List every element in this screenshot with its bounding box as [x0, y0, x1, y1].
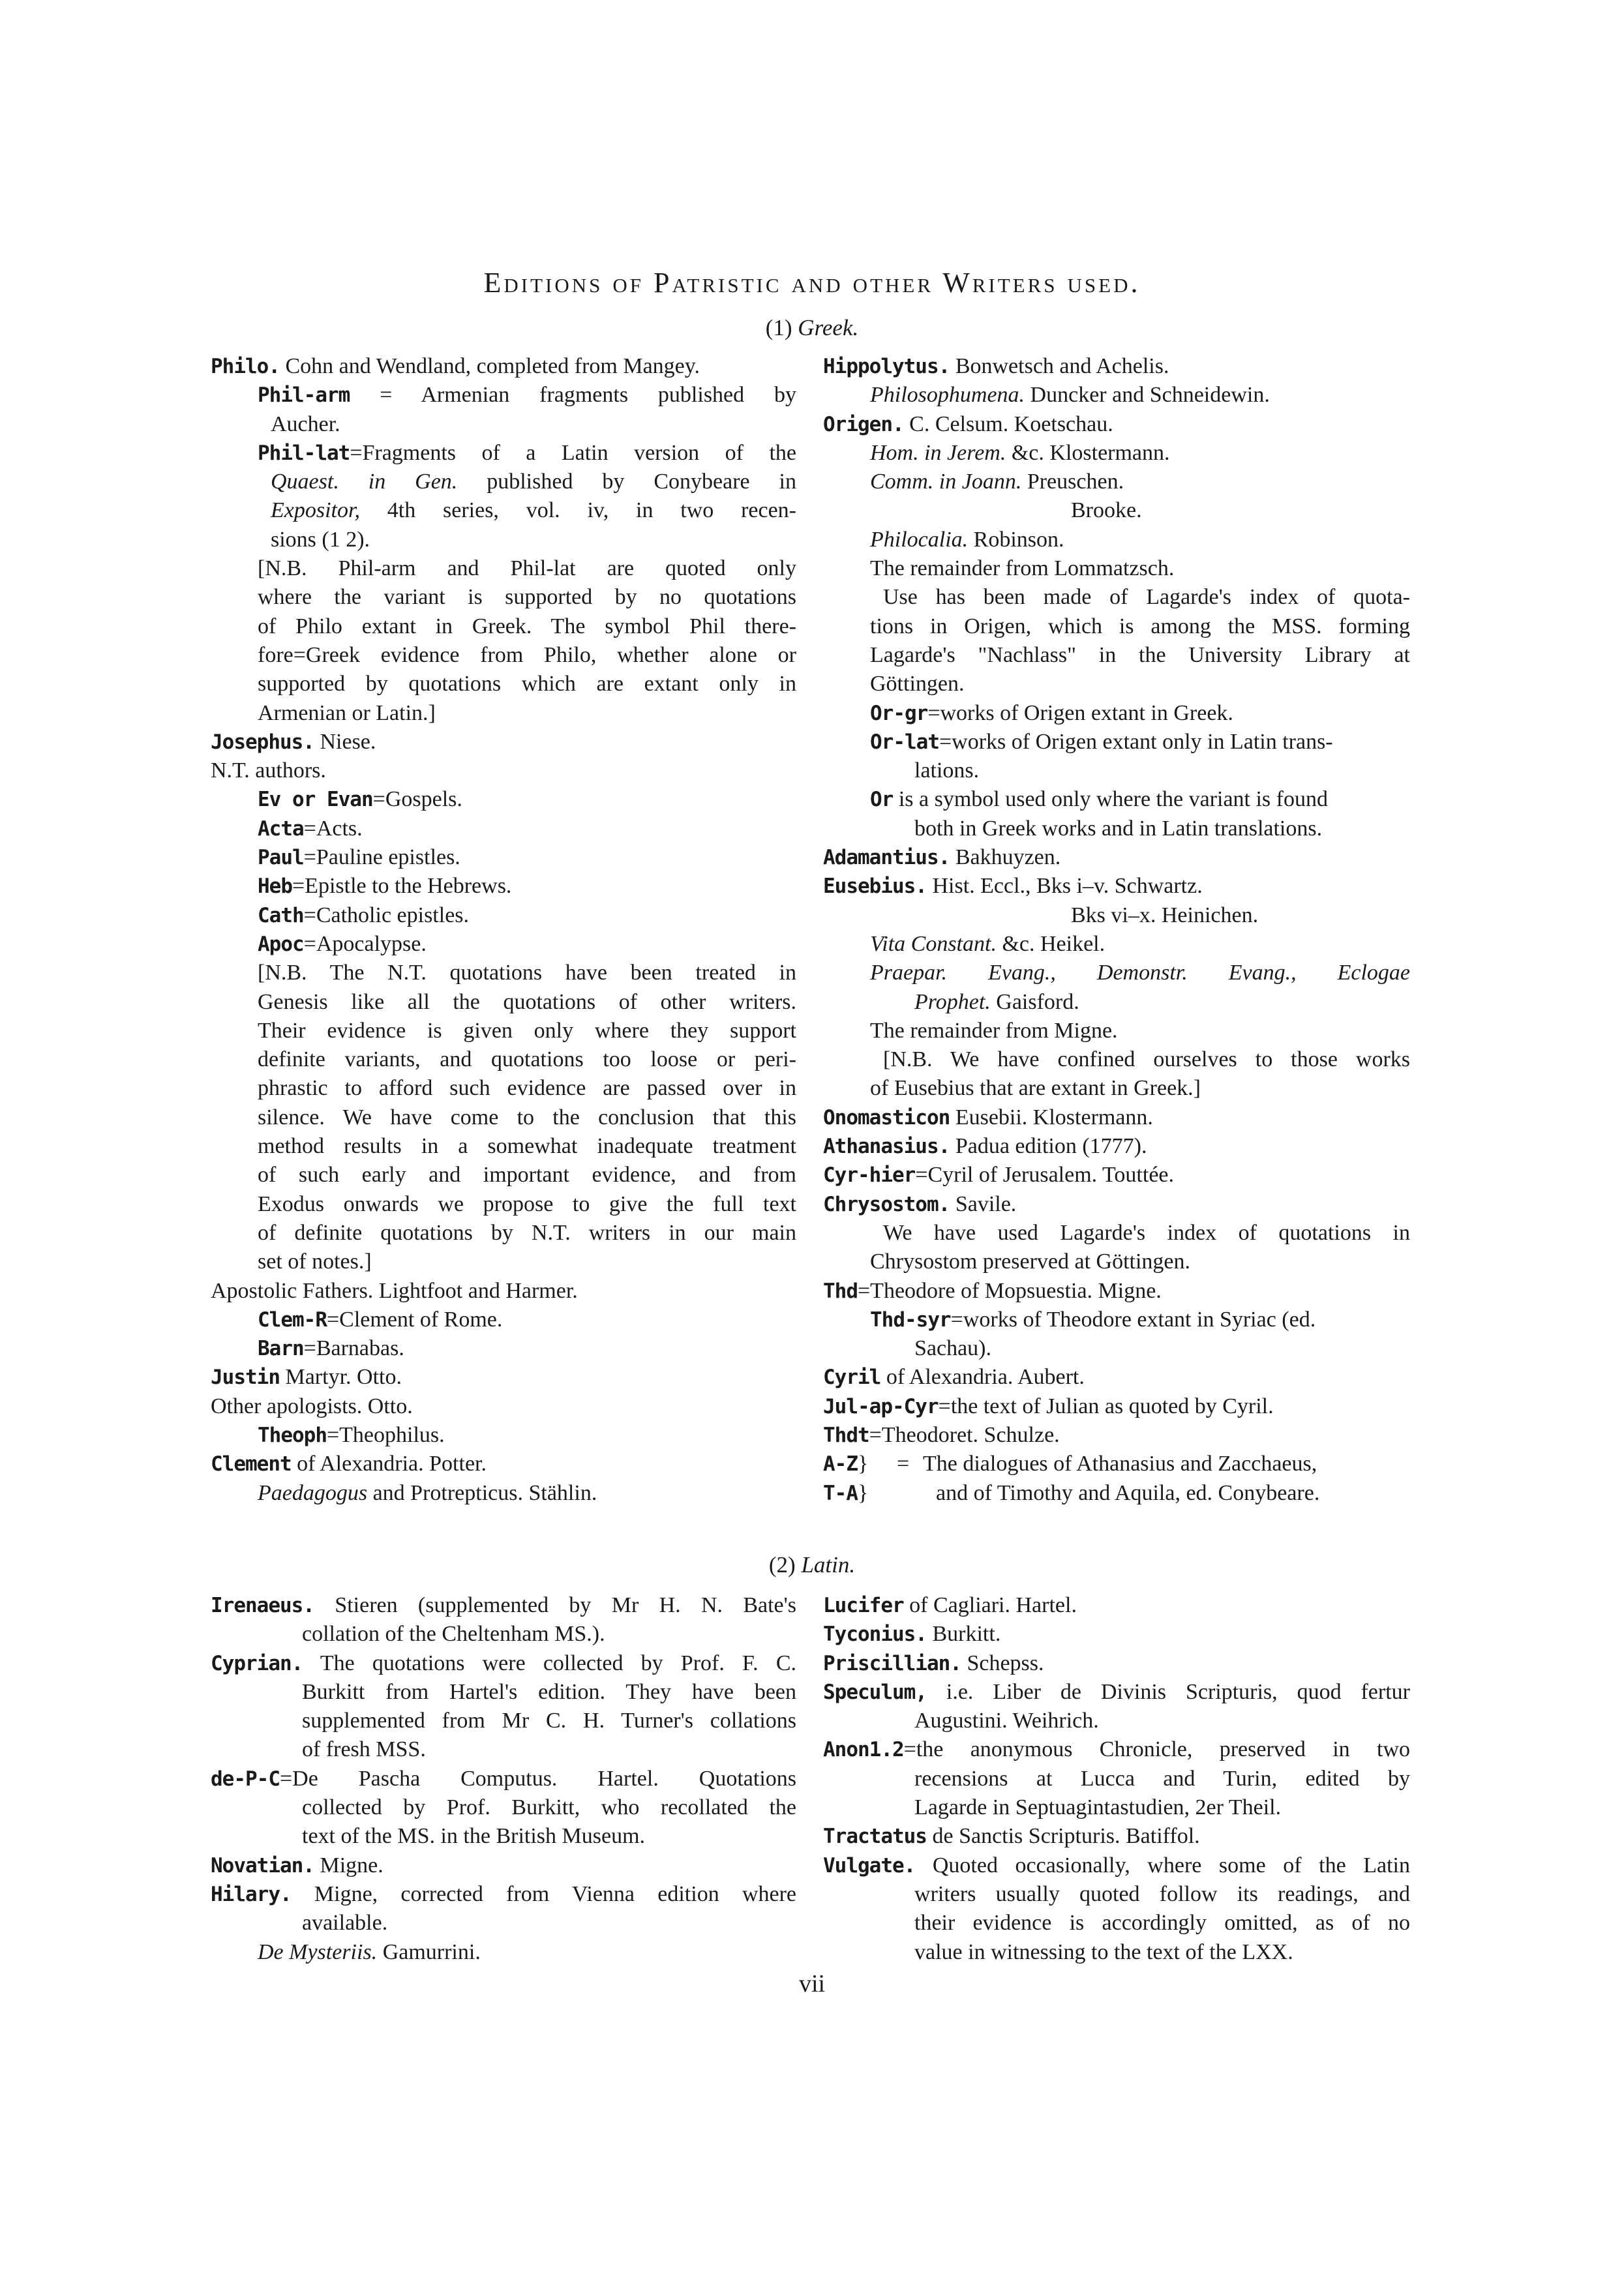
entry-chrysostom: Chrysostom. Savile. [823, 1191, 1017, 1216]
text-line: sions (1 2). [271, 527, 370, 552]
entry-onomasticon: Onomasticon Eusebii. Klostermann. [823, 1105, 1153, 1130]
text-line: Genesis like all the quotations of other writers. [258, 989, 796, 1014]
entry-adamantius: Adamantius. Bakhuyzen. [823, 845, 1061, 870]
text-line: [N.B. Phil-arm and Phil-lat are quoted only [258, 556, 796, 581]
entry-phil-arm: Phil-arm = Armenian fragments published by [258, 383, 796, 408]
text-line: silence. We have come to the conclusion that this [258, 1105, 796, 1130]
text-line: The remainder from Lommatzsch. [870, 556, 1175, 581]
entry-cyril: Cyril of Alexandria. Aubert. [823, 1365, 1085, 1390]
entry-heb: Heb=Epistle to the Hebrews. [258, 874, 512, 899]
text-line: phrastic to afford such evidence are passed over in [258, 1076, 796, 1101]
text-line: set of notes.] [258, 1249, 372, 1274]
text-line: Göttingen. [870, 672, 965, 696]
entry-apostolic-fathers: Apostolic Fathers. Lightfoot and Harmer. [211, 1278, 578, 1303]
entry-eusebius: Eusebius. Hist. Eccl., Bks i–v. Schwartz. [823, 874, 1203, 899]
text-line: their evidence is accordingly omitted, as of no [914, 1911, 1410, 1936]
text-line: value in witnessing to the text of the LXX. [914, 1939, 1293, 1964]
text-line: De Mysteriis. Gamurrini. [258, 1939, 481, 1964]
text-line: Philosophumena. Duncker and Schneidewin. [870, 383, 1270, 408]
greek-right-column [823, 352, 1410, 1508]
text-line: text of the MS. in the British Museum. [302, 1824, 646, 1849]
text-line: method results in a somewhat inadequate treatment [258, 1134, 796, 1159]
text-line: of such early and important evidence, and from [258, 1163, 796, 1188]
text-line: Armenian or Latin.] [258, 700, 436, 725]
text-line: Augustini. Weihrich. [914, 1709, 1099, 1733]
entry-ev: Ev or Evan=Gospels. [258, 787, 462, 812]
text-line: We have used Lagarde's index of quotations in [883, 1220, 1410, 1245]
entry-vulgate: Vulgate. Quoted occasionally, where some of the Latin [823, 1853, 1410, 1878]
greek-left-column [211, 352, 796, 1508]
page-title: Editions of Patristic and other Writers used. [483, 267, 1141, 299]
text-line: fore=Greek evidence from Philo, whether alone or [258, 642, 796, 667]
entry-justin: Justin Martyr. Otto. [211, 1365, 402, 1390]
text-line: Lagarde in Septuagintastudien, 2er Theil. [914, 1795, 1282, 1820]
section-heading-greek: (1) Greek. [765, 315, 859, 340]
entry-tractatus: Tractatus de Sanctis Scripturis. Batiffol. [823, 1824, 1200, 1849]
entry-acta: Acta=Acts. [258, 816, 363, 841]
entry-irenaeus: Irenaeus. Stieren (supplemented by Mr H. N. Bate's [211, 1593, 796, 1617]
text-line: collected by Prof. Burkitt, who recollated the [302, 1795, 796, 1820]
entry-hilary: Hilary. Migne, corrected from Vienna edition where [211, 1881, 796, 1906]
entry-de-p-c: de-P-C=De Pascha Computus. Hartel. Quotations [211, 1766, 796, 1791]
text-line: [N.B. The N.T. quotations have been treated in [258, 961, 796, 985]
text-line: Brooke. [1071, 498, 1142, 523]
entry-origen: Origen. C. Celsum. Koetschau. [823, 411, 1113, 436]
text-line: Hom. in Jerem. &c. Klostermann. [870, 440, 1170, 465]
entry-or-lat: Or-lat=works of Origen extant only in Latin trans- [870, 729, 1333, 754]
text-line: Prophet. Gaisford. [914, 989, 1079, 1014]
entry-barn: Barn=Barnabas. [258, 1336, 404, 1361]
text-line: where the variant is supported by no quotations [258, 585, 796, 610]
entry-apoc: Apoc=Apocalypse. [258, 931, 427, 956]
entry-or-gr: Or-gr=works of Origen extant in Greek. [870, 700, 1233, 725]
text-line: of fresh MSS. [302, 1737, 426, 1762]
text-line: Exodus onwards we propose to give the full text [258, 1191, 796, 1216]
text-line: of Eusebius that are extant in Greek.] [870, 1076, 1201, 1101]
text-line: writers usually quoted follow its readings, and [914, 1881, 1410, 1906]
text-line: supplemented from Mr C. H. Turner's collations [302, 1709, 796, 1733]
entry-thd-syr: Thd-syr=works of Theodore extant in Syriac (ed. [870, 1307, 1316, 1332]
entry-phil-lat: Phil-lat=Fragments of a Latin version of the [258, 440, 796, 465]
text-line: Vita Constant. &c. Heikel. [870, 931, 1105, 956]
entry-cyr-hier: Cyr-hier=Cyril of Jerusalem. Touttée. [823, 1163, 1175, 1188]
text-line: collation of the Cheltenham MS.). [302, 1622, 605, 1647]
text-line: of definite quotations by N.T. writers in our main [258, 1220, 796, 1245]
text-line: Praepar. Evang., Demonstr. Evang., Eclogae [870, 961, 1410, 985]
text-line: Burkitt from Hartel's edition. They have been [302, 1679, 796, 1704]
text-line: Philocalia. Robinson. [870, 527, 1064, 552]
entry-t-a: T-A} and of Timothy and Aquila, ed. Conybeare. [823, 1480, 1320, 1505]
entry-theoph: Theoph=Theophilus. [258, 1422, 445, 1447]
entry-nt-authors: N.T. authors. [211, 758, 326, 783]
entry-thdt: Thdt=Theodoret. Schulze. [823, 1422, 1060, 1447]
text-line: supported by quotations which are extant only in [258, 672, 796, 696]
text-line: tions in Origen, which is among the MSS. forming [870, 614, 1410, 638]
text-line: available. [302, 1911, 388, 1936]
entry-novatian: Novatian. Migne. [211, 1853, 383, 1878]
latin-left-column [211, 1591, 796, 1967]
text-line: Quaest. in Gen. published by Conybeare in [271, 470, 796, 494]
text-line: Paedagogus and Protrepticus. Stählin. [258, 1480, 597, 1505]
entry-clement: Clement of Alexandria. Potter. [211, 1452, 487, 1476]
entry-speculum: Speculum, i.e. Liber de Divinis Scripturis, quod fertur [823, 1679, 1410, 1704]
text-line: Comm. in Joann. Preuschen. [870, 470, 1124, 494]
text-line: Bks vi–x. Heinichen. [1071, 903, 1259, 927]
entry-athanasius: Athanasius. Padua edition (1777). [823, 1134, 1147, 1159]
entry-other-apologists: Other apologists. Otto. [211, 1394, 413, 1418]
entry-tyconius: Tyconius. Burkitt. [823, 1622, 1001, 1647]
entry-paul: Paul=Pauline epistles. [258, 845, 460, 870]
text-line: Lagarde's "Nachlass" in the University Library at [870, 642, 1410, 667]
entry-josephus: Josephus. Niese. [211, 729, 376, 754]
entry-or: Or is a symbol used only where the variant is found [870, 787, 1328, 812]
latin-right-column [823, 1591, 1410, 1967]
text-line: Expositor, 4th series, vol. iv, in two recen- [271, 498, 796, 523]
entry-cyprian: Cyprian. The quotations were collected by Prof. F. C. [211, 1651, 796, 1675]
text-line: Aucher. [271, 411, 340, 436]
entry-anon: Anon1.2=the anonymous Chronicle, preserved in two [823, 1737, 1410, 1762]
section-heading-latin: (2) Latin. [768, 1552, 856, 1578]
entry-a-z: A-Z} = The dialogues of Athanasius and Zacchaeus, [823, 1452, 1317, 1476]
entry-hippolytus: Hippolytus. Bonwetsch and Achelis. [823, 354, 1169, 378]
text-line: recensions at Lucca and Turin, edited by [914, 1766, 1410, 1791]
entry-cath: Cath=Catholic epistles. [258, 903, 470, 927]
entry-thd: Thd=Theodore of Mopsuestia. Migne. [823, 1278, 1162, 1303]
entry-priscillian: Priscillian. Schepss. [823, 1651, 1044, 1675]
text-line: of Philo extant in Greek. The symbol Phil there- [258, 614, 796, 638]
page-number: vii [798, 1970, 826, 1997]
text-line: lations. [914, 758, 980, 783]
text-line: Sachau). [914, 1336, 992, 1361]
text-line: definite variants, and quotations too loose or peri- [258, 1047, 796, 1072]
text-line: The remainder from Migne. [870, 1018, 1118, 1043]
text-line: [N.B. We have confined ourselves to those works [883, 1047, 1410, 1072]
entry-clem-r: Clem-R=Clement of Rome. [258, 1307, 503, 1332]
text-line: Their evidence is given only where they support [258, 1018, 796, 1043]
entry-lucifer: Lucifer of Cagliari. Hartel. [823, 1593, 1077, 1617]
entry-philo: Philo. Cohn and Wendland, completed from Mangey. [211, 354, 700, 378]
text-line: Chrysostom preserved at Göttingen. [870, 1249, 1191, 1274]
text-line: both in Greek works and in Latin translations. [914, 816, 1323, 841]
text-line: Use has been made of Lagarde's index of quota- [883, 585, 1410, 610]
entry-jul-ap-cyr: Jul-ap-Cyr=the text of Julian as quoted by Cyril. [823, 1394, 1274, 1418]
